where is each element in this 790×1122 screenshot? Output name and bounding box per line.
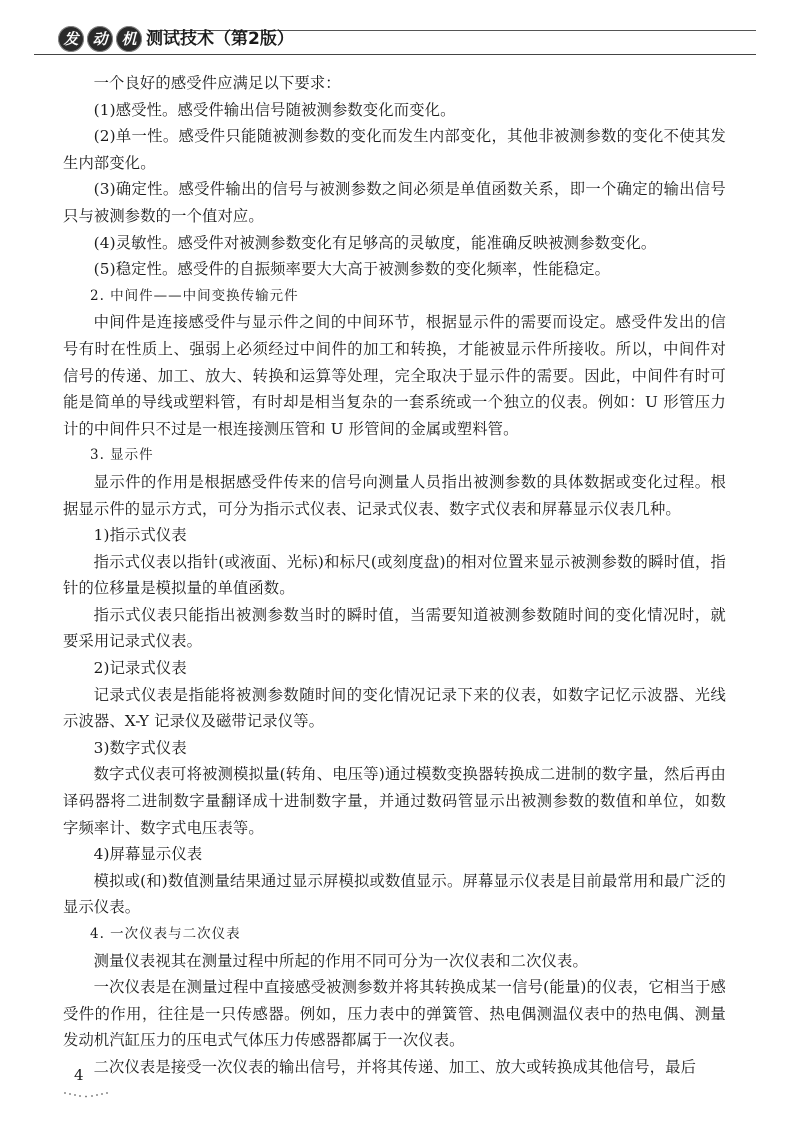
paragraph: (5)稳定性。感受件的自振频率要大大高于被测参数的变化频率，性能稳定。 <box>93 260 611 279</box>
paragraph: (1)感受性。感受件输出信号随被测参数变化而变化。 <box>93 100 456 119</box>
paragraph: (4)灵敏性。感受件对被测参数变化有足够高的灵敏度，能准确反映被测参数变化。 <box>93 233 657 252</box>
badge-char: 发 <box>58 26 84 52</box>
paragraph: 2)记录式仪表 <box>93 659 187 678</box>
badge-char: 机 <box>116 26 142 52</box>
paragraph: 测量仪表视其在测量过程中所起的作用不同可分为一次仪表和二次仪表。 <box>93 951 588 970</box>
section-heading: 2. 中间件——中间变换传输元件 <box>90 287 299 304</box>
paragraph: 二次仪表是接受一次仪表的输出信号，并将其传递、加工、放大或转换成其他信号，最后 <box>93 1057 697 1076</box>
series-badges <box>58 26 142 52</box>
paragraph: 数字式仪表可将被测模拟量(转角、电压等)通过模数变换器转换成二进制的数字量，然后再由译码器将二进制数字量翻译成十进制数字量，并通过数码管显示出被测参数的数值和单位，如数字频率计、数字式电压表等。 <box>63 765 726 837</box>
paragraph: 显示件的作用是根据感受件传来的信号向测量人员指出被测参数的具体数据或变化过程。根据显示件的显示方式，可分为指示式仪表、记录式仪表、数字式仪表和屏幕显示仪表几种。 <box>63 472 726 518</box>
body-text <box>63 70 726 1081</box>
paragraph: 4)屏幕显示仪表 <box>93 845 203 864</box>
page-footer <box>62 1066 110 1106</box>
badge-char: 动 <box>87 26 113 52</box>
paragraph: 一次仪表是在测量过程中直接感受被测参数并将其转换成某一信号(能量)的仪表，它相当于感受件的作用，往往是一只传感器。例如，压力表中的弹簧管、热电偶测温仪表中的热电偶、测量发动机汽缸压力的压电式气体压力传感器都属于一次仪表。 <box>63 978 726 1050</box>
footer-ornament <box>62 1088 110 1098</box>
paragraph: (3)确定性。感受件输出的信号与被测参数之间必须是单值函数关系，即一个确定的输出信号只与被测参数的一个值对应。 <box>63 180 726 225</box>
page-header <box>0 0 790 56</box>
paragraph: 1)指示式仪表 <box>93 526 187 545</box>
book-title: 测试技术（第2版） <box>146 29 294 49</box>
paragraph: 记录式仪表是指能将被测参数随时间的变化情况记录下来的仪表，如数字记忆示波器、光线示波器、X-Y 记录仪及磁带记录仪等。 <box>63 685 726 731</box>
header-rule-bottom <box>34 54 756 55</box>
page-number: 4 <box>74 1066 84 1084</box>
section-heading: 3. 显示件 <box>90 447 154 464</box>
paragraph: 指示式仪表只能指出被测参数当时的瞬时值，当需要知道被测参数随时间的变化情况时，就要采用记录式仪表。 <box>63 605 726 651</box>
section-heading: 4. 一次仪表与二次仪表 <box>90 926 241 942</box>
paragraph: 中间件是连接感受件与显示件之间的中间环节，根据显示件的需要而设定。感受件发出的信号有时在性质上、强弱上必须经过中间件的加工和转换，才能被显示件所接收。所以，中间件对信号的传递、加工、放大、转换和运算等处理，完全取决于显示件的需要。因此，中间件有时可能是简单的导线或塑料管，有时却是相当复杂的一套系统或一个独立的仪表。例如：U 形管压力计的中间件只不过是一根连接测压管和 U 形管间的金属或塑料管。 <box>63 313 726 438</box>
paragraph: 一个良好的感受件应满足以下要求： <box>93 74 341 92</box>
paragraph: 模拟或(和)数值测量结果通过显示屏模拟或数值显示。屏幕显示仪表是目前最常用和最广泛的显示仪表。 <box>63 871 726 917</box>
paragraph: (2)单一性。感受件只能随被测参数的变化而发生内部变化，其他非被测参数的变化不使其发生内部变化。 <box>63 127 726 172</box>
paragraph: 指示式仪表以指针(或液面、光标)和标尺(或刻度盘)的相对位置来显示被测参数的瞬时值，指针的位移量是模拟量的单值函数。 <box>63 552 726 598</box>
paragraph: 3)数字式仪表 <box>93 738 187 757</box>
